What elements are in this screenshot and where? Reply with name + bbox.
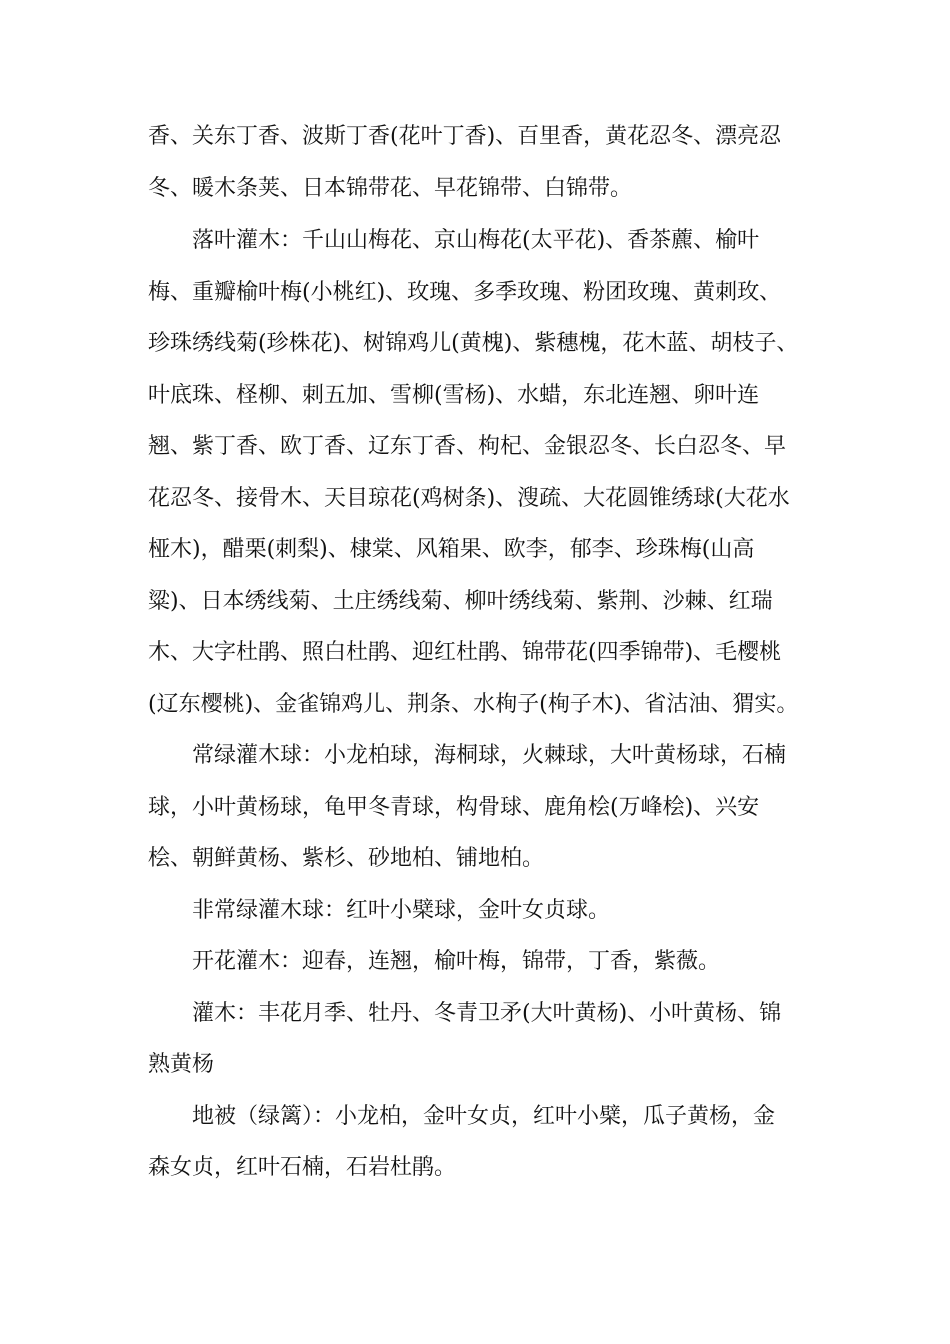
text-line-4: 梅、重瓣榆叶梅(小桃红)、玫瑰、多季玫瑰、粉团玫瑰、黄刺玫、	[148, 280, 782, 305]
text-line-9: 桠木)，醋栗(刺梨)、棣棠、风箱果、欧李，郁李、珍珠梅(山高	[148, 537, 755, 562]
paragraph-shrubs: 灌木：丰花月季、牡丹、冬青卫矛(大叶黄杨)、小叶黄杨、锦	[192, 1001, 782, 1026]
text-line-15: 桧、朝鲜黄杨、紫杉、砂地柏、铺地柏。	[148, 846, 545, 871]
text-line-1: 香、关东丁香、波斯丁香(花叶丁香)、百里香，黄花忍冬、漂亮忍	[148, 124, 782, 149]
text-line-7: 翘、紫丁香、欧丁香、辽东丁香、枸杞、金银忍冬、长白忍冬、早	[148, 434, 787, 459]
text-line-19: 熟黄杨	[148, 1052, 215, 1077]
text-line-5: 珍珠绣线菊(珍株花)、树锦鸡儿(黄槐)、紫穗槐，花木蓝、胡枝子、	[148, 331, 798, 356]
paragraph-flowering-shrubs: 开花灌木：迎春，连翘，榆叶梅，锦带，丁香，紫薇。	[192, 949, 721, 974]
paragraph-evergreen-shrub-balls: 常绿灌木球：小龙柏球，海桐球，火棘球，大叶黄杨球，石楠	[192, 743, 787, 768]
text-line-14: 球，小叶黄杨球，龟甲冬青球，构骨球、鹿角桧(万峰桧)、兴安	[148, 795, 760, 820]
text-line-6: 叶底珠、柽柳、刺五加、雪柳(雪杨)、水蜡，东北连翘、卵叶连	[148, 383, 760, 408]
text-line-11: 木、大字杜鹃、照白杜鹃、迎红杜鹃、锦带花(四季锦带)、毛樱桃	[148, 640, 782, 665]
text-line-2: 冬、暖木条荚、日本锦带花、早花锦带、白锦带。	[148, 176, 633, 201]
text-line-10: 粱)、日本绣线菊、土庄绣线菊、柳叶绣线菊、紫荆、沙棘、红瑞	[148, 589, 773, 614]
paragraph-deciduous-shrubs: 落叶灌木：千山山梅花、京山梅花(太平花)、香茶藨、榆叶	[192, 228, 760, 253]
text-line-8: 花忍冬、接骨木、天目琼花(鸡树条)、溲疏、大花圆锥绣球(大花水	[148, 486, 790, 511]
paragraph-non-evergreen-shrub-balls: 非常绿灌木球：红叶小檗球，金叶女贞球。	[192, 898, 611, 923]
paragraph-ground-cover: 地被（绿篱）：小龙柏，金叶女贞，红叶小檗，瓜子黄杨，金	[192, 1104, 776, 1129]
text-line-21: 森女贞，红叶石楠，石岩杜鹃。	[148, 1155, 457, 1180]
text-line-12: (辽东樱桃)、金雀锦鸡儿、荆条、水栒子(栒子木)、省沽油、猬实。	[148, 692, 798, 717]
